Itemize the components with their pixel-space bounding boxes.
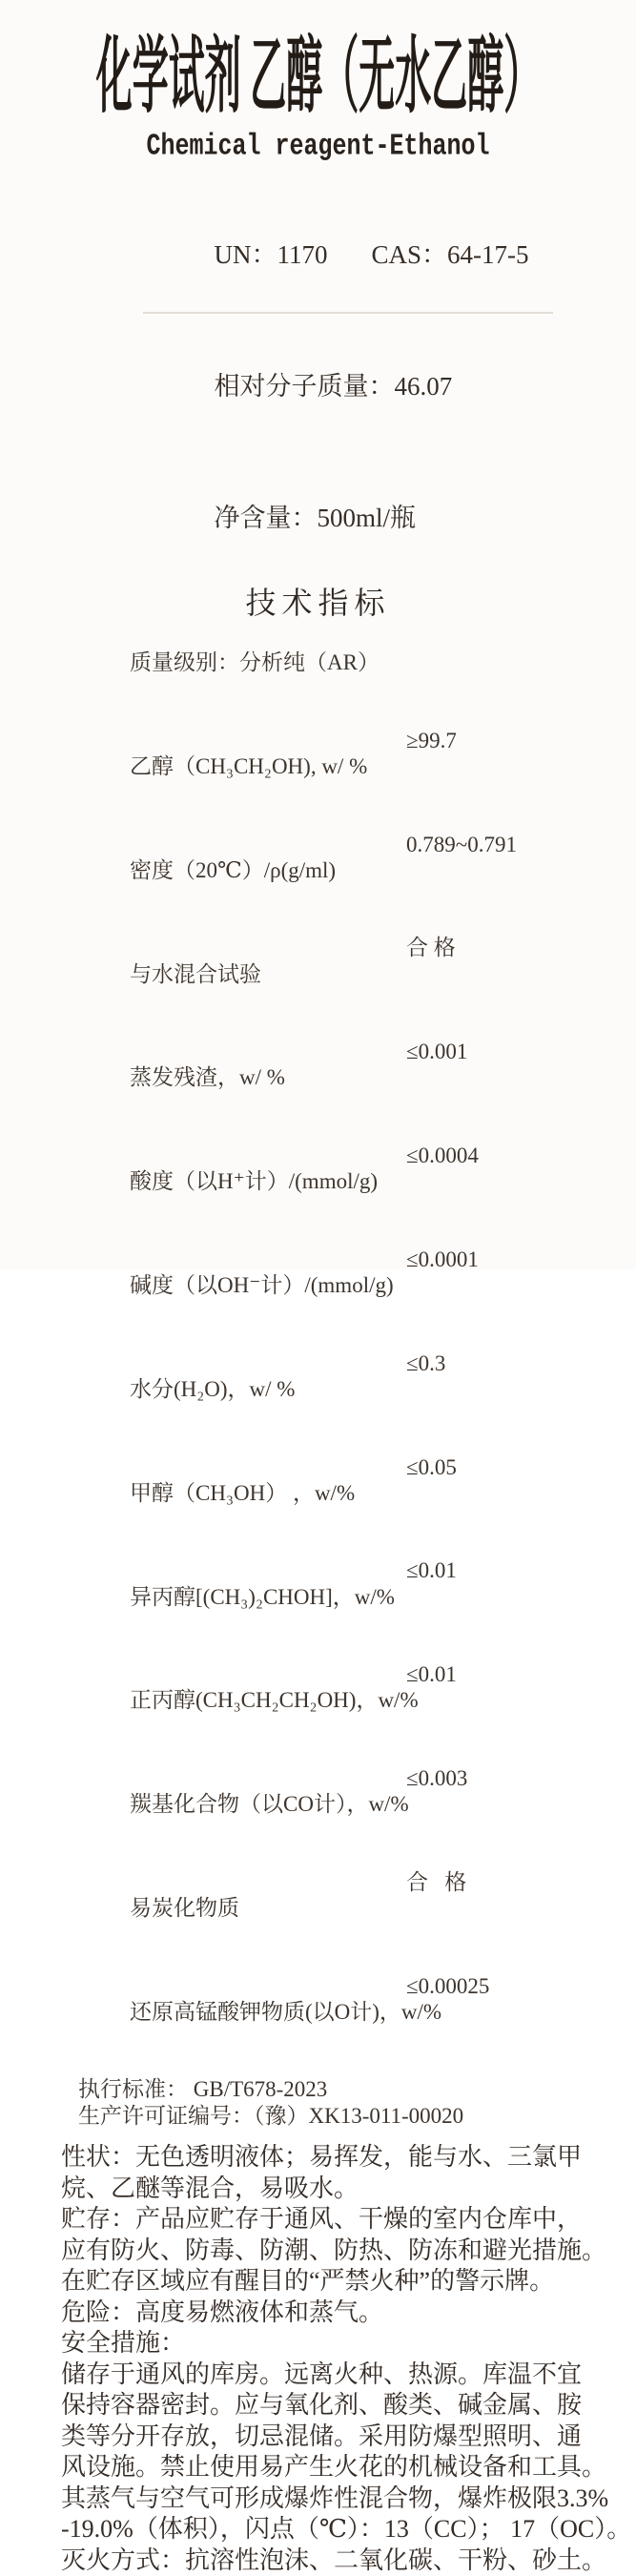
notes-line: 风设施。禁止使用易产生火花的机械设备和工具。 — [61, 2453, 607, 2482]
molecular-mass-line — [175, 320, 636, 452]
divider-line — [143, 312, 553, 314]
spec-item-label: 蒸发残渣，w/ % — [130, 1065, 285, 1090]
spec-item-value: ≤0.01 — [406, 1662, 457, 1687]
spec-item-value: ≤0.05 — [406, 1454, 457, 1479]
product-subtitle-en: Chemical reagent-Ethanol — [146, 129, 490, 164]
notes-block — [61, 2142, 632, 2576]
spec-item-value: ≤0.001 — [406, 1040, 468, 1064]
spec-row — [86, 1557, 636, 1661]
spec-row — [86, 728, 636, 832]
spec-item-value: ≤0.003 — [406, 1765, 468, 1790]
notes-line: 在贮存区域应有醒目的“严禁火种”的警示牌。 — [61, 2267, 555, 2296]
spec-item-label: 质量级别：分析纯（AR） — [130, 650, 380, 675]
molecular-mass-value: 46.07 — [394, 372, 453, 401]
notes-line: 安全措施： — [61, 2329, 186, 2358]
spec-row — [86, 624, 636, 728]
notes-line: 烷、乙醚等混合，易吸水。 — [61, 2174, 359, 2202]
notes-line: 其蒸气与空气可形成爆炸性混合物，爆炸极限3.3% — [61, 2483, 609, 2512]
spec-item-label: 乙醇（CH₃CH₂OH), w/ % — [130, 754, 368, 779]
spec-row — [86, 1454, 636, 1558]
net-content-label: 净含量： — [214, 504, 318, 532]
un-label: UN： — [214, 240, 277, 269]
spec-item-value: ≤0.00025 — [406, 1973, 490, 1998]
un-cas-line — [175, 189, 636, 320]
notes-line: 类等分开存放，切忌混储。采用防爆型照明、通 — [61, 2421, 583, 2450]
notes-line: -19.0%（体积），闪点（℃）：13（CC）； 17（OC）。 — [61, 2515, 632, 2544]
section-title-specs: 技术指标 — [245, 586, 391, 620]
notes-line: 灭火方式：抗溶性泡沫、二氧化碳、干粉、砂土。 — [61, 2545, 607, 2574]
spec-row — [86, 1039, 636, 1143]
compliance-block — [78, 2076, 636, 2130]
spec-item-value: ≤0.0001 — [406, 1247, 479, 1271]
title-area — [0, 0, 636, 124]
product-info-block — [175, 189, 636, 584]
spec-row — [86, 832, 636, 936]
notes-line: 危险：高度易燃液体和蒸气。 — [61, 2298, 384, 2326]
spec-row — [86, 1869, 636, 1973]
spec-item-label: 正丙醇(CH₃CH₂CH₂OH)，w/% — [130, 1688, 419, 1713]
spec-row — [86, 1350, 636, 1454]
spec-item-value: ≤0.3 — [406, 1350, 446, 1375]
cas-value: 64-17-5 — [447, 240, 529, 269]
spec-item-label: 与水混合试验 — [130, 961, 261, 986]
spec-table — [86, 624, 636, 2076]
spec-item-value: ≥99.7 — [406, 728, 457, 752]
spec-row — [86, 1765, 636, 1869]
notes-line: 储存于通风的库房。远离火种、热源。库温不宜 — [61, 2360, 583, 2388]
spec-item-value: ≤0.01 — [406, 1558, 457, 1583]
notes-line: 保持容器密封。应与氧化剂、酸类、碱金属、胺 — [61, 2391, 583, 2420]
spec-item-label: 碱度（以OH⁻计）/(mmol/g) — [130, 1273, 394, 1298]
spec-item-label: 羰基化合物（以CO计），w/% — [130, 1792, 409, 1817]
molecular-mass-label: 相对分子质量： — [214, 372, 395, 401]
spec-row — [86, 1973, 636, 2077]
cas-label: CAS： — [371, 240, 448, 269]
spec-item-label: 甲醇（CH₃OH） ，w/% — [130, 1480, 356, 1505]
spec-item-label: 易炭化物质 — [130, 1895, 239, 1920]
spec-item-label: 密度（20℃）/ρ(g/ml) — [130, 857, 337, 882]
spec-item-value: 0.789~0.791 — [406, 832, 517, 856]
spec-row — [86, 1661, 636, 1765]
spec-row — [86, 1143, 636, 1247]
net-content-line — [175, 452, 636, 584]
subtitle-area — [0, 128, 636, 168]
spec-item-value: ≤0.0004 — [406, 1144, 479, 1168]
un-value: 1170 — [277, 240, 328, 269]
spec-item-value: 合 格 — [406, 1869, 467, 1894]
notes-line: 应有防火、防毒、防潮、防热、防冻和避光措施。 — [61, 2236, 607, 2264]
notes-line: 性状：无色透明液体；易挥发，能与水、三氯甲 — [61, 2143, 583, 2172]
spec-item-label: 酸度（以H⁺计）/(mmol/g) — [130, 1169, 379, 1194]
spec-item-label: 水分(H₂O)，w/ % — [130, 1376, 296, 1401]
spec-row — [86, 1247, 636, 1350]
net-content-value: 500ml/瓶 — [317, 504, 417, 532]
product-title: 化学试剂 乙醇（无水乙醇） — [95, 31, 541, 125]
license-line: 生产许可证编号：（豫）XK13-011-00020 — [78, 2104, 464, 2129]
spec-item-label: 异丙醇[(CH₃)₂CHOH]，w/% — [130, 1584, 395, 1609]
spec-item-value: 合 格 — [406, 936, 456, 960]
spec-item-label: 还原高锰酸钾物质(以O计)，w/% — [130, 1999, 442, 2024]
standard-line: 执行标准： GB/T678-2023 — [78, 2077, 328, 2102]
notes-line: 贮存：产品应贮存于通风、干燥的室内仓库中， — [61, 2205, 583, 2234]
spec-row — [86, 935, 636, 1039]
